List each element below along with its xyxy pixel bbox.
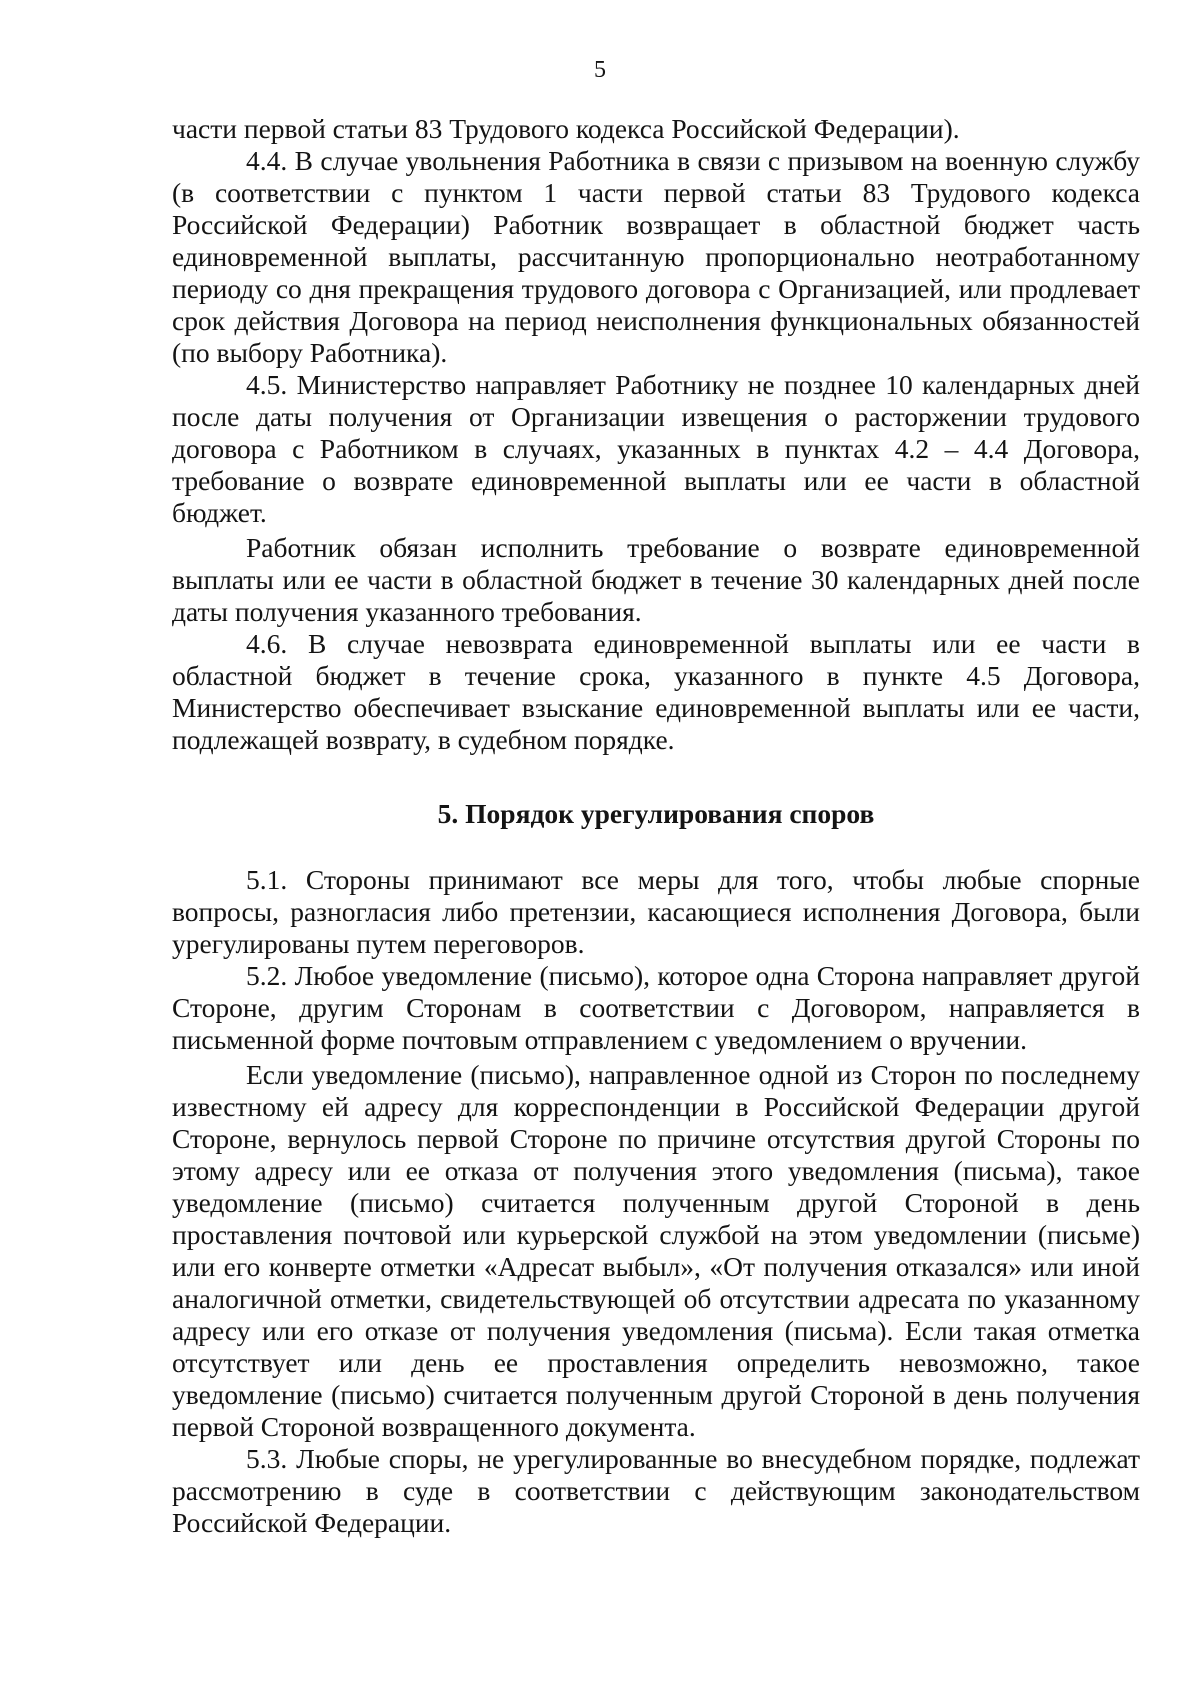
paragraph-5-2-returned-notice: Если уведомление (письмо), направленное одной из Сторон по последнему известному ей адресу для корреспонденции в Российской Федерации другой Стороне, вернулось первой Стороне по причине отсутствия другой Стороны по этому адресу или ее отказа от получения этого уведомления (письма), такое уведомление (письмо) считается полученным другой Стороной в день проставления почтовой или курьерской службой на этом уведомлении (письме) или его конверте отметки «Адресат выбыл», «От получения отказался» или иной аналогичной отметки, свидетельствующей об отсутствии адресата по указанному адресу или его отказе от получения уведомления (письма). Если такая отметка отсутствует или день ее проставления определить невозможно, такое уведомление (письмо) считается полученным другой Стороной в день получения первой Стороной возвращенного документа. xyxy=(172,1059,1140,1442)
paragraph-continuation: части первой статьи 83 Трудового кодекса Российской Федерации). xyxy=(172,113,960,144)
page-number: 5 xyxy=(594,57,606,83)
paragraph-4-5: 4.5. Министерство направляет Работнику не позднее 10 календарных дней после даты получения от Организации извещения о расторжении трудового договора с Работником в случаях, указанных в пунктах 4.2 – 4.4 Договора, требование о возврате единовременной выплаты или ее части в областной бюджет. xyxy=(172,369,1140,528)
paragraph-5-2: 5.2. Любое уведомление (письмо), которое одна Сторона направляет другой Стороне, другим Сторонам в соответствии с Договором, направляется в письменной форме почтовым отправлением с уведомлением о вручении. xyxy=(172,960,1140,1055)
paragraph-4-6: 4.6. В случае невозврата единовременной выплаты или ее части в областной бюджет в течение срока, указанного в пункте 4.5 Договора, Министерство обеспечивает взыскание единовременной выплаты или ее части, подлежащей возврату, в судебном порядке. xyxy=(172,628,1140,755)
paragraph-5-3: 5.3. Любые споры, не урегулированные во внесудебном порядке, подлежат рассмотрению в суде в соответствии с действующим законодательством Российской Федерации. xyxy=(172,1443,1140,1538)
paragraph-4-5-obligation: Работник обязан исполнить требование о возврате единовременной выплаты или ее части в областной бюджет в течение 30 календарных дней после даты получения указанного требования. xyxy=(172,532,1140,627)
paragraph-5-1: 5.1. Стороны принимают все меры для того, чтобы любые спорные вопросы, разногласия либо претензии, касающиеся исполнения Договора, были урегулированы путем переговоров. xyxy=(172,864,1140,959)
paragraph-4-4: 4.4. В случае увольнения Работника в связи с призывом на военную службу (в соответствии с пунктом 1 части первой статьи 83 Трудового кодекса Российской Федерации) Работник возвращает в областной бюджет часть единовременной выплаты, рассчитанную пропорционально неотработанному периоду со дня прекращения трудового договора с Организацией, или продлевает срок действия Договора на период неисполнения функциональных обязанностей (по выбору Работника). xyxy=(172,145,1140,368)
section-heading: 5. Порядок урегулирования споров xyxy=(437,798,875,829)
document-body xyxy=(172,113,1140,1539)
